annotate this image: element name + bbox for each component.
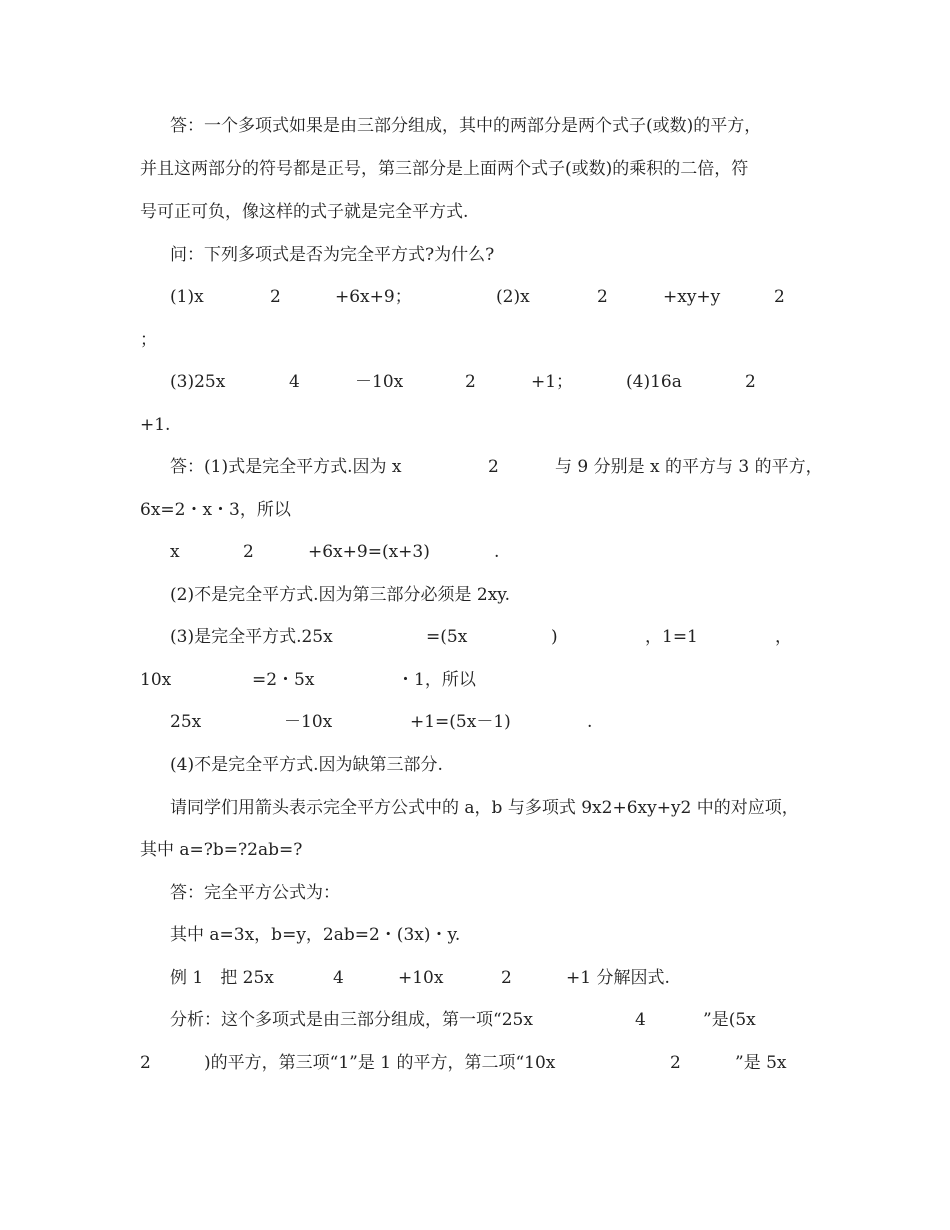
question-line: 问：下列多项式是否为完全平方式?为什么? [170, 245, 495, 265]
answer-5: 答：完全平方公式为： [170, 883, 340, 903]
ans3-line-2: ・1，所以 [397, 670, 476, 690]
q2-part: －10x [355, 372, 404, 392]
example-part: 例 1 把 25x [170, 968, 274, 988]
q2-part: +1； [531, 372, 574, 392]
q1-part: +6x+9； [335, 287, 412, 307]
ans1-part: 答：(1)式是完全平方式.因为 x [170, 457, 402, 477]
example-part: 4 [333, 968, 344, 988]
q2-part: 2 [745, 372, 756, 392]
ans1-formula: . [494, 542, 500, 562]
q1-part: +xy+y [663, 287, 721, 307]
q1-part: 2 [270, 287, 281, 307]
analysis-part: 4 [635, 1010, 646, 1030]
q1-tail: ； [140, 330, 157, 350]
ans3-formula: 25x [170, 712, 202, 732]
ans3-part: =(5x [426, 627, 468, 647]
ans3-part: ) [551, 627, 558, 647]
ans1-line-2: 6x=2・x・3，所以 [140, 500, 291, 520]
analysis-part: ”是(5x [703, 1010, 756, 1030]
answer-6: 其中 a=3x，b=y，2ab=2・(3x)・y. [170, 925, 461, 945]
ans3-line-2: =2・5x [252, 670, 315, 690]
answer-2: (2)不是完全平方式.因为第三部分必须是 2xy. [170, 585, 511, 605]
ans1-formula: 2 [243, 542, 254, 562]
q1-part: (2)x [496, 287, 530, 307]
analysis-part: )的平方，第三项“1”是 1 的平方，第二项“10x [204, 1053, 556, 1073]
analysis-part: 分析：这个多项式是由三部分组成，第一项“25x [170, 1010, 533, 1030]
q1-part: (1)x [170, 287, 204, 307]
example-part: +10x [398, 968, 444, 988]
ans3-part: (3)是完全平方式.25x [170, 627, 333, 647]
ans3-formula: . [587, 712, 593, 732]
q2-part: (3)25x [170, 372, 226, 392]
example-part: +1 分解因式. [566, 968, 670, 988]
prompt-line-2: 其中 a=?b=?2ab=? [140, 840, 303, 860]
ans3-line-2: 10x [140, 670, 172, 690]
answer-4: (4)不是完全平方式.因为缺第三部分. [170, 755, 443, 775]
example-part: 2 [501, 968, 512, 988]
ans1-part: 与 9 分别是 x 的平方与 3 的平方， [555, 457, 823, 477]
q1-part: 2 [774, 287, 785, 307]
q2-part: 2 [465, 372, 476, 392]
prompt-line-1: 请同学们用箭头表示完全平方公式中的 a，b 与多项式 9x2+6xy+y2 中的对应项， [170, 798, 799, 818]
q2-tail: +1. [140, 415, 171, 435]
ans3-part: ，1=1 [645, 627, 698, 647]
ans1-formula: x [170, 542, 180, 562]
ans1-formula: +6x+9=(x+3) [308, 542, 430, 562]
ans3-formula: +1=(5x－1) [410, 712, 511, 732]
answer-definition-line-2: 并且这两部分的符号都是正号，第三部分是上面两个式子(或数)的乘积的二倍，符 [140, 159, 749, 179]
q2-part: (4)16a [626, 372, 682, 392]
answer-definition-line-3: 号可正可负，像这样的式子就是完全平方式. [140, 202, 469, 222]
ans3-formula: －10x [284, 712, 333, 732]
q1-part: 2 [597, 287, 608, 307]
ans1-part: 2 [488, 457, 499, 477]
answer-definition-line-1: 答：一个多项式如果是由三部分组成，其中的两部分是两个式子(或数)的平方， [170, 116, 762, 136]
ans3-part: ， [775, 627, 792, 647]
analysis-part: 2 [140, 1053, 151, 1073]
analysis-part: ”是 5x [735, 1053, 787, 1073]
q2-part: 4 [289, 372, 300, 392]
analysis-part: 2 [670, 1053, 681, 1073]
